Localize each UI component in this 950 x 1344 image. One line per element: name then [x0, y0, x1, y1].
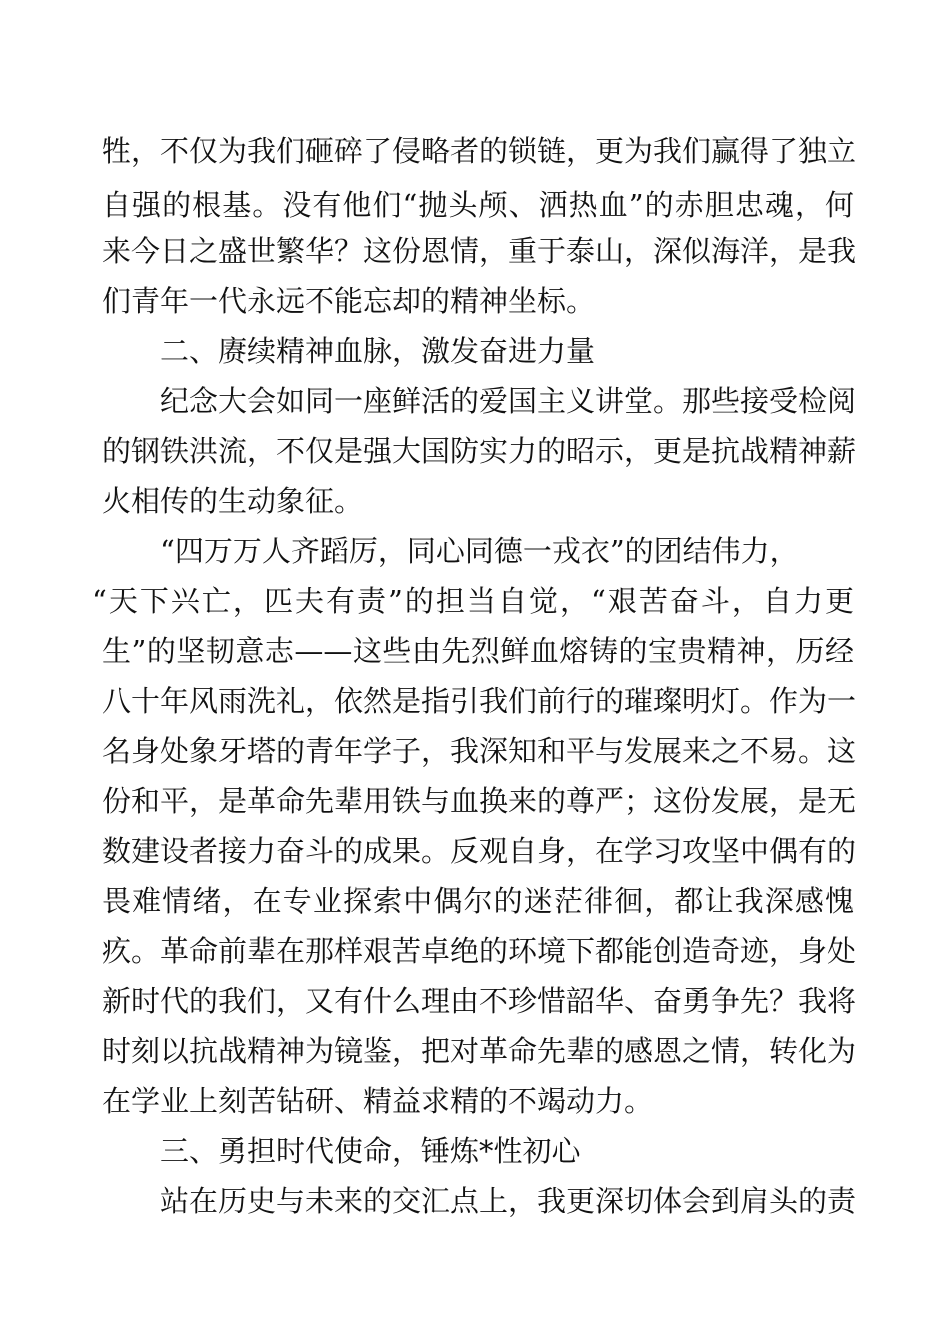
paragraph-line-10: “天下兴亡，匹夫有责”的担当自觉，“艰苦奋斗，自力更: [92, 584, 854, 618]
paragraph-line-13: 名身处象牙塔的青年学子，我深知和平与发展来之不易。这: [102, 734, 857, 768]
section-heading-3: 三、勇担时代使命，锤炼*性初心: [160, 1134, 581, 1168]
paragraph-line-3: 来今日之盛世繁华？这份恩情，重于泰山，深似海洋，是我: [102, 234, 857, 268]
paragraph-line-20: 在学业上刻苦钻研、精益求精的不竭动力。: [102, 1084, 654, 1118]
paragraph-line-9: “四万万人齐蹈厉，同心同德一戎衣”的团结伟力，: [160, 534, 799, 568]
paragraph-line-4: 们青年一代永远不能忘却的精神坐标。: [102, 284, 596, 318]
paragraph-line-11: 生”的坚韧意志——这些由先烈鲜血熔铸的宝贵精神，历经: [102, 634, 854, 668]
paragraph-line-1: 牲，不仅为我们砸碎了侵略者的锁链，更为我们赢得了独立: [102, 134, 857, 168]
paragraph-line-7: 的钢铁洪流，不仅是强大国防实力的昭示，更是抗战精神薪: [102, 434, 857, 468]
paragraph-line-14: 份和平，是革命先辈用铁与血换来的尊严；这份发展，是无: [102, 784, 857, 818]
paragraph-line-12: 八十年风雨洗礼，依然是指引我们前行的璀璨明灯。作为一: [102, 684, 857, 718]
paragraph-line-16: 畏难情绪，在专业探索中偶尔的迷茫徘徊，都让我深感愧: [102, 884, 854, 918]
paragraph-line-17: 疚。革命前辈在那样艰苦卓绝的环境下都能创造奇迹，身处: [102, 934, 857, 968]
paragraph-line-2: 自强的根基。没有他们“抛头颅、洒热血”的赤胆忠魂，何: [102, 188, 854, 222]
paragraph-line-6: 纪念大会如同一座鲜活的爱国主义讲堂。那些接受检阅: [160, 384, 857, 418]
paragraph-line-19: 时刻以抗战精神为镜鉴，把对革命先辈的感恩之情，转化为: [102, 1034, 857, 1068]
paragraph-line-18: 新时代的我们，又有什么理由不珍惜韶华、奋勇争先？我将: [102, 984, 857, 1018]
paragraph-line-22: 站在历史与未来的交汇点上，我更深切体会到肩头的责: [160, 1184, 857, 1218]
paragraph-line-8: 火相传的生动象征。: [102, 484, 364, 518]
section-heading-2: 二、赓续精神血脉，激发奋进力量: [160, 334, 596, 368]
paragraph-line-15: 数建设者接力奋斗的成果。反观自身，在学习攻坚中偶有的: [102, 834, 857, 868]
